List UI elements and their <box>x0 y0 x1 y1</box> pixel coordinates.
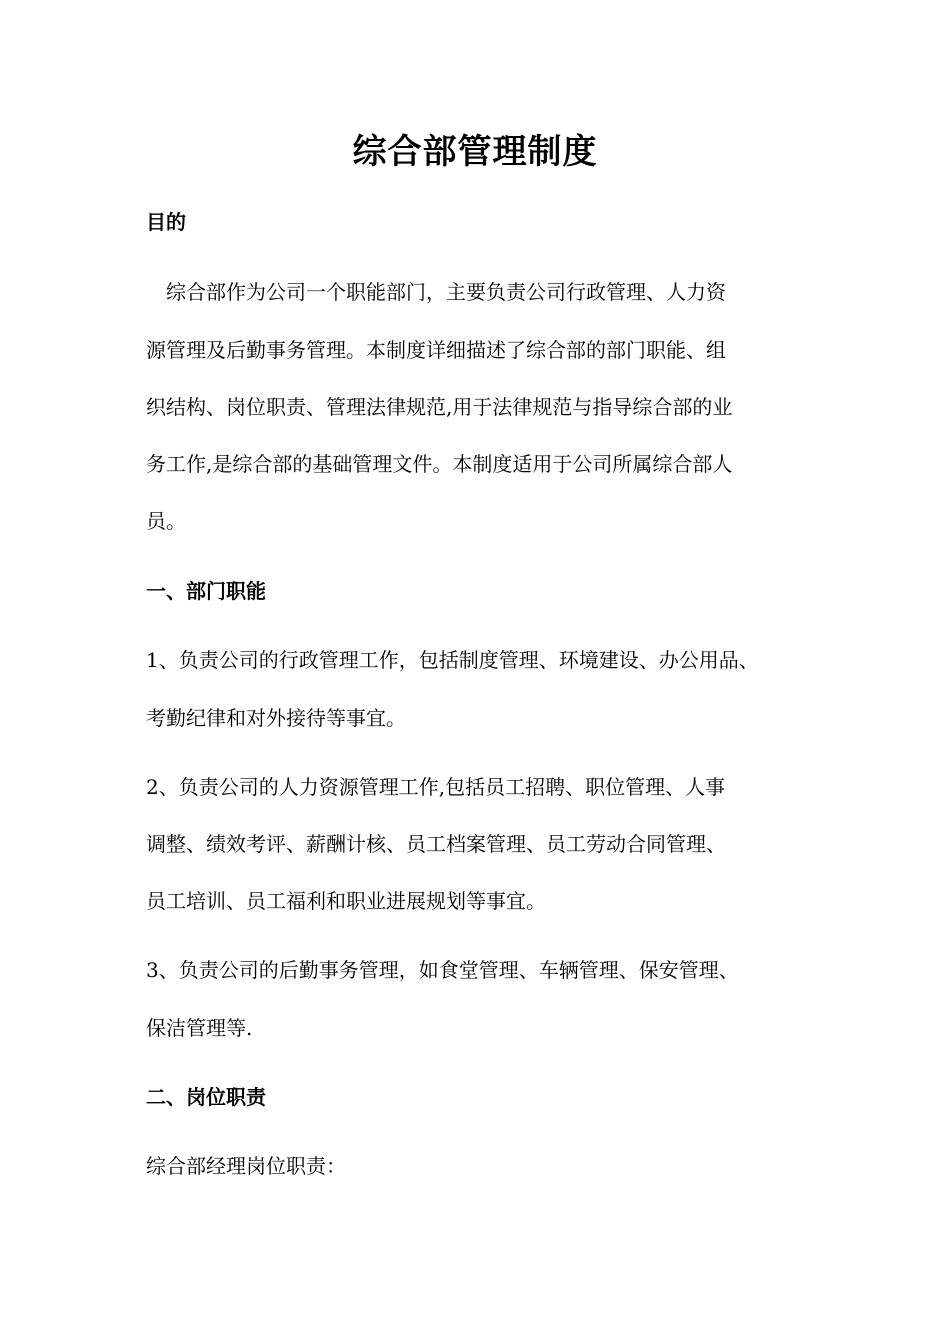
function-line: 1、负责公司的行政管理工作，包括制度管理、环境建设、办公用品、 <box>146 648 759 672</box>
section-heading-job-duties: 二、岗位职责 <box>146 1085 266 1109</box>
function-line: 2、负责公司的人力资源管理工作,包括员工招聘、职位管理、人事 <box>146 775 726 799</box>
intro-line: 务工作,是综合部的基础管理文件。本制度适用于公司所属综合部人 <box>146 452 733 476</box>
function-line: 3、负责公司的后勤事务管理，如食堂管理、车辆管理、保安管理、 <box>146 958 739 982</box>
function-line: 员工培训、员工福利和职业进展规划等事宜。 <box>146 889 546 913</box>
function-line: 考勤纪律和对外接待等事宜。 <box>146 706 406 730</box>
intro-line: 员。 <box>146 509 186 533</box>
purpose-heading: 目的 <box>146 210 186 234</box>
section-heading-department-functions: 一、部门职能 <box>146 579 266 603</box>
function-line: 保洁管理等. <box>146 1016 253 1040</box>
manager-duties-label: 综合部经理岗位职责： <box>146 1154 346 1178</box>
function-line: 调整、绩效考评、薪酬计核、员工档案管理、员工劳动合同管理、 <box>146 832 726 856</box>
intro-line: 综合部作为公司一个职能部门，主要负责公司行政管理、人力资 <box>146 280 726 304</box>
intro-line: 织结构、岗位职责、管理法律规范,用于法律规范与指导综合部的业 <box>146 395 733 419</box>
intro-line: 源管理及后勤事务管理。本制度详细描述了综合部的部门职能、组 <box>146 338 726 362</box>
document-title: 综合部管理制度 <box>352 132 598 172</box>
